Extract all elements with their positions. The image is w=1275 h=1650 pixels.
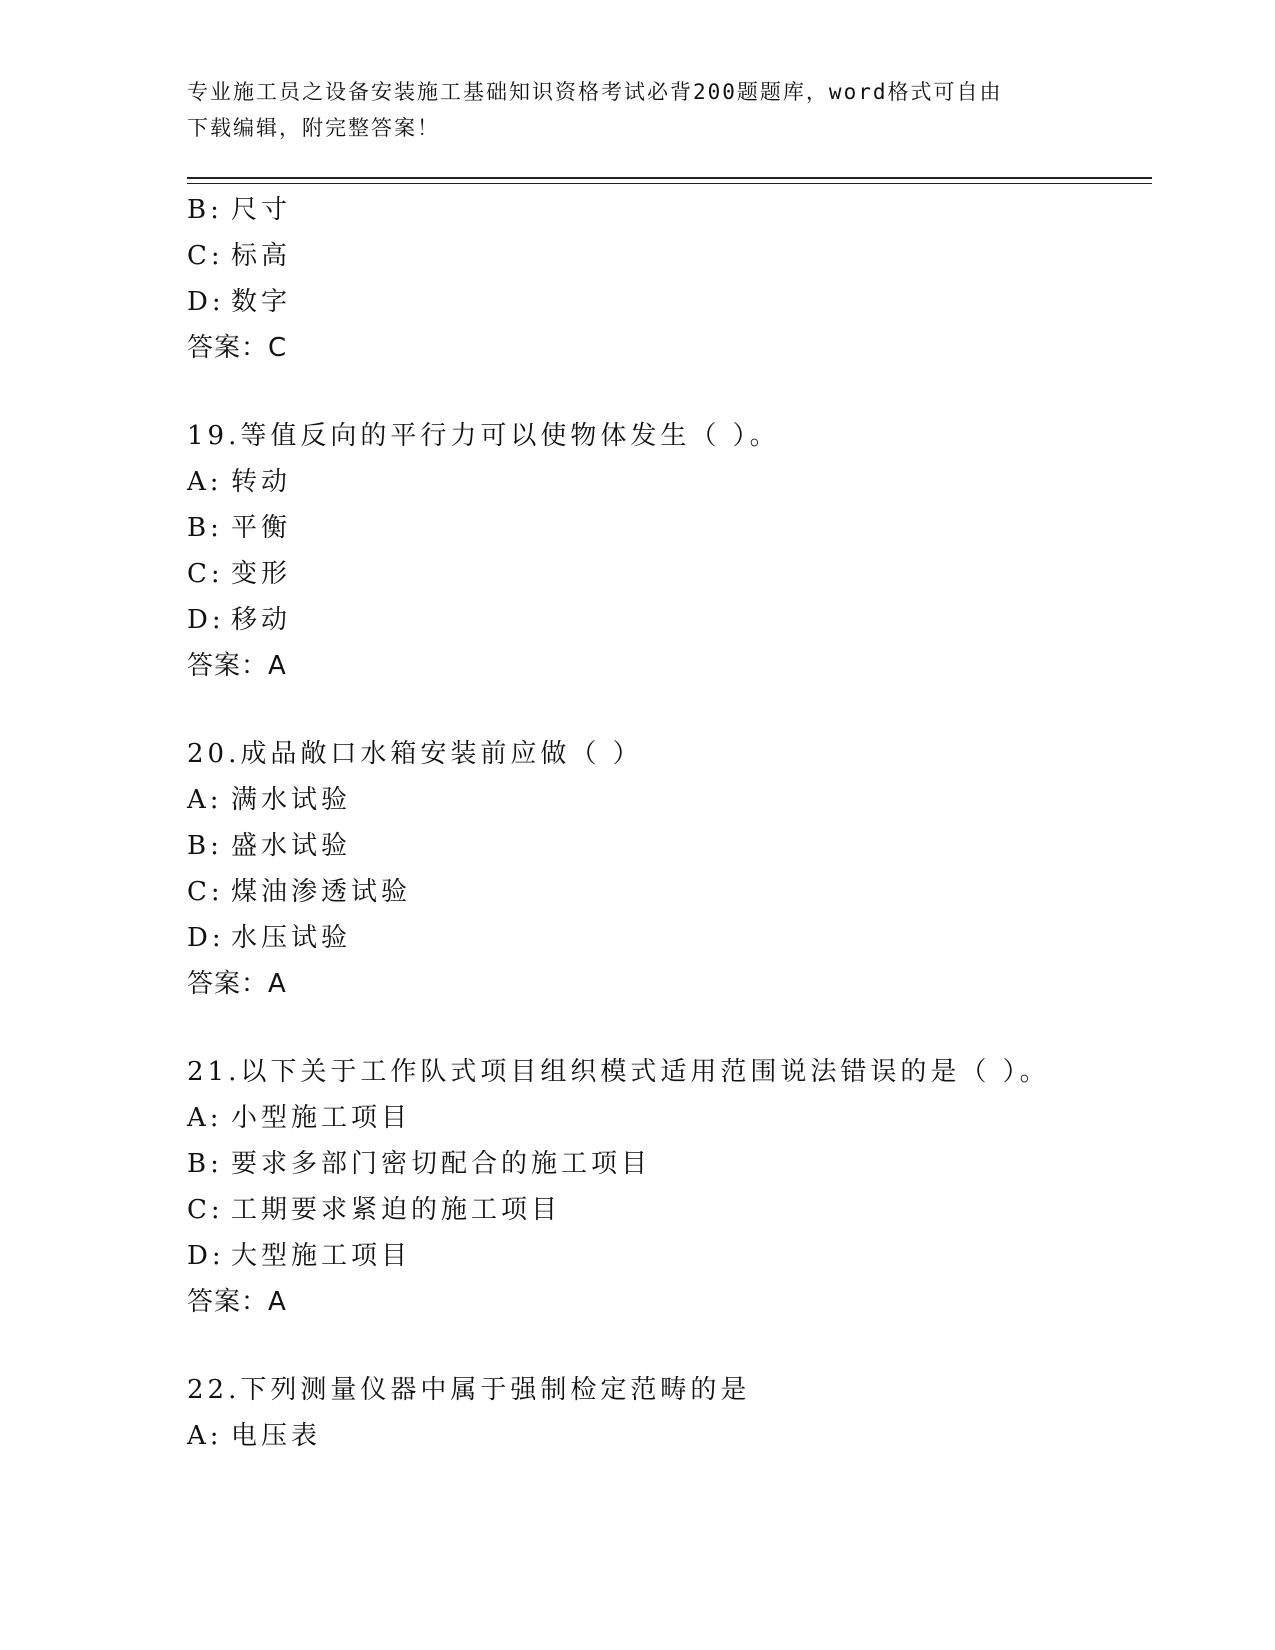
question-18-continuation	[187, 187, 1152, 371]
option-key: D:	[187, 605, 225, 635]
option-a	[187, 1413, 1152, 1459]
option-key: A:	[187, 467, 223, 497]
option-key: A:	[187, 785, 223, 815]
question-19	[187, 413, 1152, 689]
option-c	[187, 1187, 1152, 1233]
question-title: 19.等值反向的平行力可以使物体发生（ ）。	[187, 421, 780, 451]
option-d	[187, 915, 1152, 961]
question-title: 22.下列测量仪器中属于强制检定范畴的是	[187, 1375, 751, 1405]
option-text: 平衡	[231, 513, 292, 543]
option-text: 标高	[231, 241, 292, 271]
header-divider-thin	[187, 183, 1152, 184]
option-key: D:	[187, 923, 225, 953]
answer: 答案：A	[187, 651, 287, 681]
option-a	[187, 777, 1152, 823]
question-22	[187, 1367, 1152, 1459]
option-text: 尺寸	[231, 195, 292, 225]
option-key: D:	[187, 287, 225, 317]
option-c	[187, 551, 1152, 597]
option-text: 水压试验	[231, 923, 352, 953]
option-c	[187, 233, 1152, 279]
option-key: B:	[187, 831, 223, 861]
option-b	[187, 823, 1152, 869]
option-text: 煤油渗透试验	[231, 877, 412, 907]
option-key: B:	[187, 513, 223, 543]
option-a	[187, 459, 1152, 505]
option-text: 电压表	[231, 1421, 322, 1451]
option-d	[187, 597, 1152, 643]
answer: 答案：A	[187, 969, 287, 999]
option-text: 转动	[231, 467, 292, 497]
option-text: 要求多部门密切配合的施工项目	[231, 1149, 652, 1179]
option-key: A:	[187, 1421, 223, 1451]
option-text: 大型施工项目	[231, 1241, 412, 1271]
option-key: A:	[187, 1103, 223, 1133]
option-text: 数字	[231, 287, 292, 317]
header-line-1: 专业施工员之设备安装施工基础知识资格考试必背200题题库，word格式可自由	[187, 80, 1003, 104]
option-text: 工期要求紧迫的施工项目	[231, 1195, 562, 1225]
option-text: 盛水试验	[231, 831, 352, 861]
option-key: C:	[187, 1195, 224, 1225]
option-key: C:	[187, 877, 224, 907]
option-key: B:	[187, 1149, 223, 1179]
question-title: 21.以下关于工作队式项目组织模式适用范围说法错误的是（ ）。	[187, 1057, 1050, 1087]
question-title: 20.成品敞口水箱安装前应做（ ）	[187, 739, 643, 769]
option-text: 满水试验	[231, 785, 352, 815]
question-20	[187, 731, 1152, 1007]
header-divider-thick	[187, 177, 1152, 179]
option-key: C:	[187, 241, 224, 271]
option-b	[187, 187, 1152, 233]
option-key: B:	[187, 195, 223, 225]
option-d	[187, 1233, 1152, 1279]
question-list	[187, 187, 1152, 1459]
option-b	[187, 1141, 1152, 1187]
option-text: 移动	[231, 605, 292, 635]
option-d	[187, 279, 1152, 325]
header-line-2: 下载编辑，附完整答案！	[187, 116, 440, 140]
option-c	[187, 869, 1152, 915]
option-key: C:	[187, 559, 224, 589]
option-text: 小型施工项目	[231, 1103, 412, 1133]
question-21	[187, 1049, 1152, 1325]
option-b	[187, 505, 1152, 551]
answer: 答案：C	[187, 333, 288, 363]
option-key: D:	[187, 1241, 225, 1271]
option-a	[187, 1095, 1152, 1141]
option-text: 变形	[231, 559, 292, 589]
document-header	[187, 74, 1087, 146]
answer: 答案：A	[187, 1287, 287, 1317]
